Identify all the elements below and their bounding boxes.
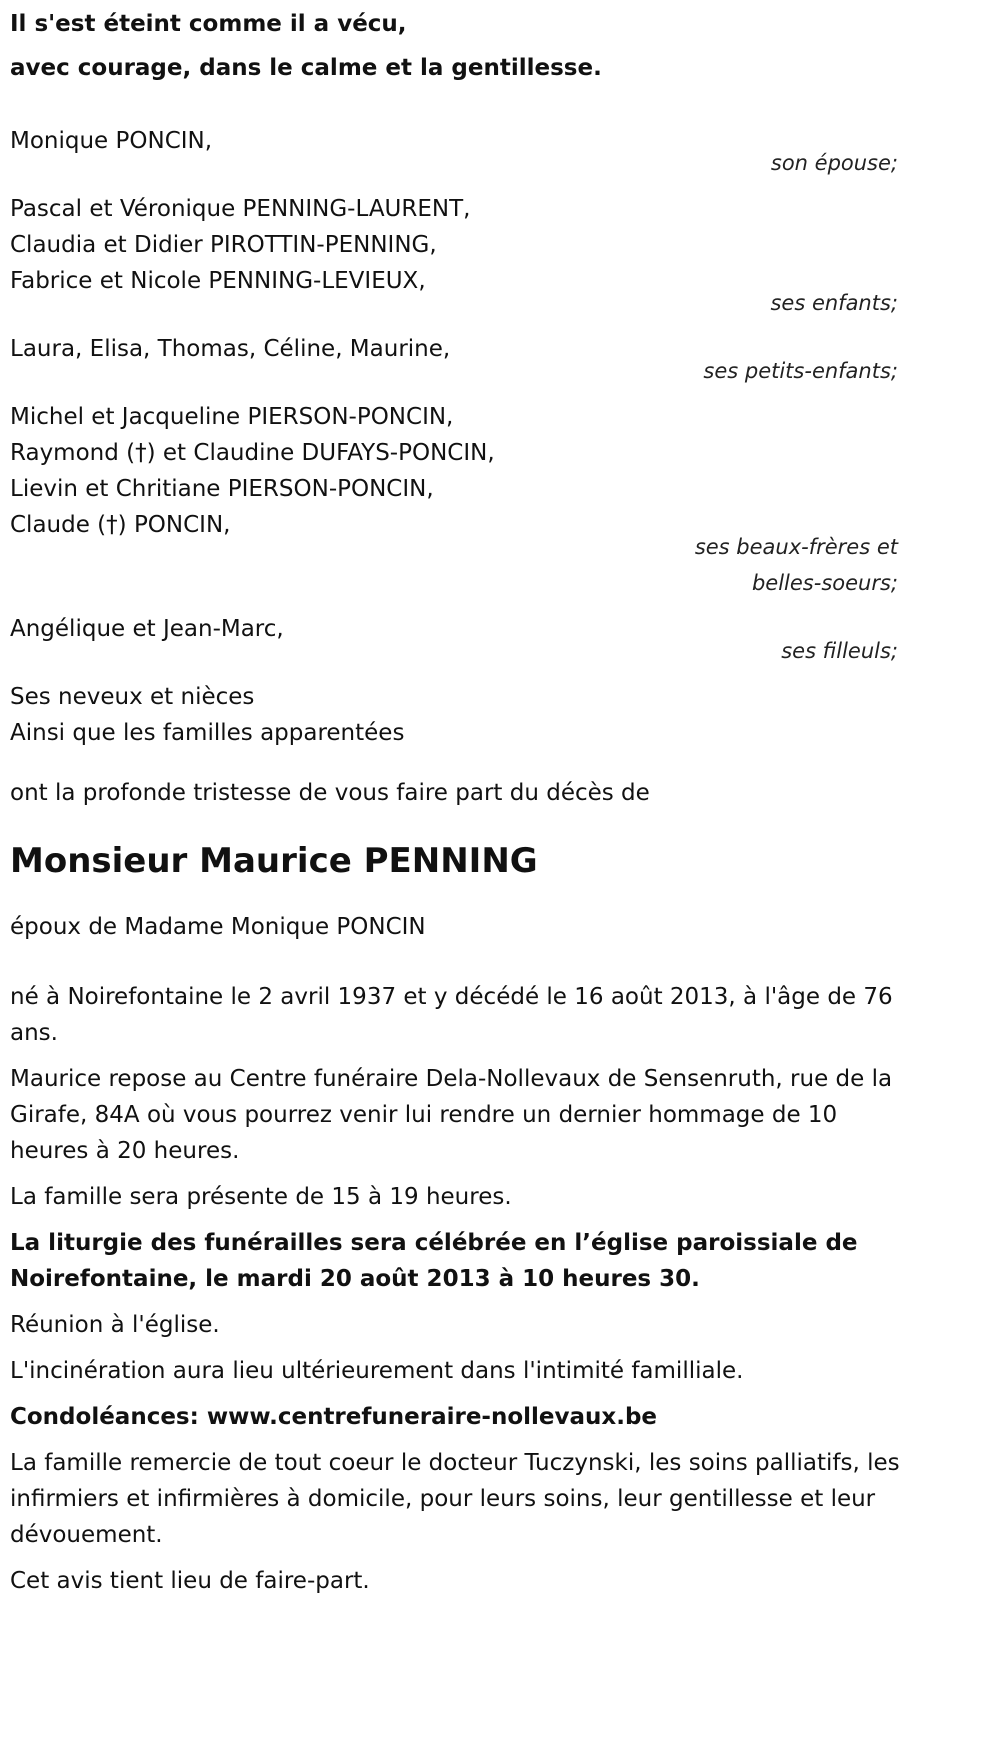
- family-member-name: Ainsi que les familles apparentées: [10, 720, 405, 746]
- birth-death-info: né à Noirefontaine le 2 avril 1937 et y décédé le 16 août 2013, à l'âge de 76 ans.: [10, 984, 893, 1046]
- family-member-name: Claude (†) PONCIN,: [10, 512, 231, 538]
- family-member-name: Claudia et Didier PIROTTIN-PENNING,: [10, 232, 437, 258]
- spouse-line: époux de Madame Monique PONCIN: [10, 914, 426, 940]
- family-role: son épouse;: [770, 151, 898, 175]
- family-group-godchildren: [10, 611, 910, 669]
- family-role: ses petits-enfants;: [703, 359, 898, 383]
- intro-quote: [10, 6, 910, 86]
- family-group-extended: [10, 679, 910, 751]
- liturgy-info: La liturgie des funérailles sera célébrée en l’église paroissiale de Noirefontaine, le mardi 20 août 2013 à 10 heures 30.: [10, 1230, 858, 1292]
- thanks-paragraph: La famille remercie de tout coeur le docteur Tuczynski, les soins palliatifs, les infirmiers et infirmières à domicile, pour leurs soins, leur gentillesse et leur dévouement.: [10, 1450, 900, 1548]
- intro-line-2: avec courage, dans le calme et la gentillesse.: [10, 55, 602, 81]
- condolences-link[interactable]: Condoléances: www.centrefuneraire-nollevaux.be: [10, 1404, 658, 1430]
- family-member-name: Fabrice et Nicole PENNING-LEVIEUX,: [10, 268, 426, 294]
- intro-line-1: Il s'est éteint comme il a vécu,: [10, 11, 407, 37]
- family-member-name: Laura, Elisa, Thomas, Céline, Maurine,: [10, 336, 451, 362]
- family-member-name: Pascal et Véronique PENNING-LAURENT,: [10, 196, 471, 222]
- announcement: ont la profonde tristesse de vous faire part du décès de: [10, 780, 650, 806]
- family-member-name: Angélique et Jean-Marc,: [10, 616, 284, 642]
- family-group-in-laws: [10, 399, 910, 601]
- cremation-info: L'incinération aura lieu ultérieurement dans l'intimité familliale.: [10, 1358, 744, 1384]
- notice-paragraph: Cet avis tient lieu de faire-part.: [10, 1568, 370, 1594]
- family-group-grandchildren: [10, 331, 910, 389]
- repose-info: Maurice repose au Centre funéraire Dela-Nollevaux de Sensenruth, rue de la Girafe, 84A où vous pourrez venir lui rendre un dernier hommage de 10 heures à 20 heures.: [10, 1066, 893, 1164]
- family-member-name: Monique PONCIN,: [10, 128, 213, 154]
- family-member-name: Raymond (†) et Claudine DUFAYS-PONCIN,: [10, 440, 495, 466]
- meeting-info: Réunion à l'église.: [10, 1312, 220, 1338]
- deceased-name: Monsieur Maurice PENNING: [10, 841, 538, 881]
- family-member-name: Lievin et Chritiane PIERSON-PONCIN,: [10, 476, 434, 502]
- obituary-notice: [10, 0, 910, 1599]
- family-role: ses filleuls;: [781, 639, 898, 663]
- family-role-line-1: ses beaux-frères et: [694, 535, 898, 559]
- family-member-name: Ses neveux et nièces: [10, 684, 255, 710]
- family-group-spouse: [10, 123, 910, 181]
- family-presence-info: La famille sera présente de 15 à 19 heures.: [10, 1184, 512, 1210]
- family-role: ses enfants;: [770, 291, 898, 315]
- family-role-line-2: belles-soeurs;: [751, 571, 898, 595]
- family-member-name: Michel et Jacqueline PIERSON-PONCIN,: [10, 404, 454, 430]
- family-group-children: [10, 191, 910, 321]
